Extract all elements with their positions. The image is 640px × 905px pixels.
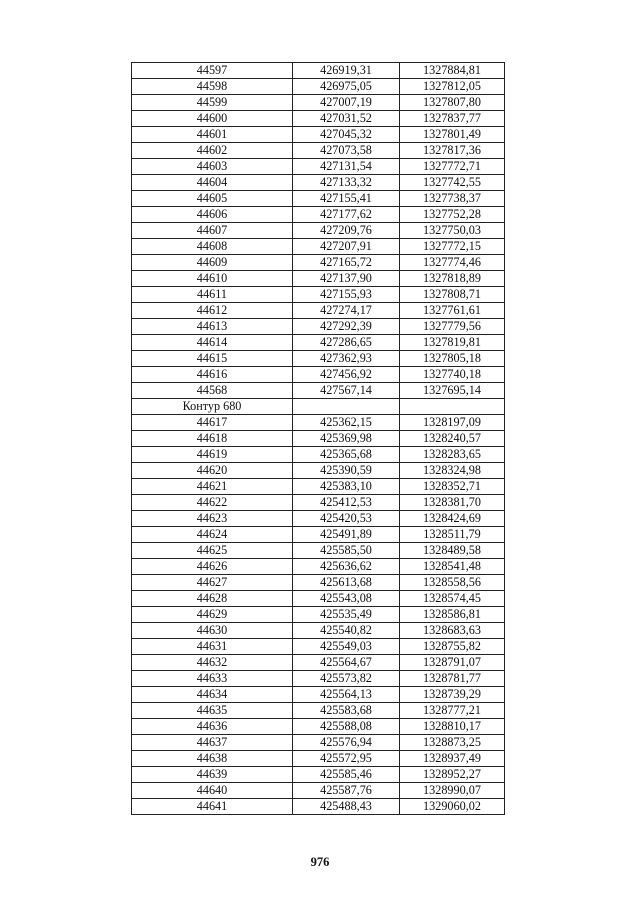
table-row — [132, 111, 505, 127]
table-row — [132, 335, 505, 351]
x-coordinate-cell: 427292,39 — [293, 319, 400, 335]
y-coordinate-cell: 1328424,69 — [400, 511, 505, 527]
y-coordinate-cell: 1327774,46 — [400, 255, 505, 271]
table-row — [132, 95, 505, 111]
y-coordinate-cell: 1328511,79 — [400, 527, 505, 543]
point-number-cell: 44615 — [132, 351, 293, 367]
y-coordinate-cell: 1327695,14 — [400, 383, 505, 399]
x-coordinate-cell: 425572,95 — [293, 751, 400, 767]
table-row — [132, 223, 505, 239]
table-row — [132, 575, 505, 591]
point-number-cell: 44628 — [132, 591, 293, 607]
table-row — [132, 559, 505, 575]
y-coordinate-cell: 1328791,07 — [400, 655, 505, 671]
y-coordinate-cell: 1327772,71 — [400, 159, 505, 175]
point-number-cell: 44609 — [132, 255, 293, 271]
y-coordinate-cell: 1328558,56 — [400, 575, 505, 591]
x-coordinate-cell: 425564,13 — [293, 687, 400, 703]
table-row — [132, 479, 505, 495]
x-coordinate-cell: 425383,10 — [293, 479, 400, 495]
y-coordinate-cell: 1327808,71 — [400, 287, 505, 303]
point-number-cell: 44632 — [132, 655, 293, 671]
y-coordinate-cell: 1328197,09 — [400, 415, 505, 431]
point-number-cell: 44597 — [132, 63, 293, 79]
x-coordinate-cell: 425587,76 — [293, 783, 400, 799]
table-row — [132, 783, 505, 799]
table-row — [132, 351, 505, 367]
table-row — [132, 255, 505, 271]
y-coordinate-cell: 1328283,65 — [400, 447, 505, 463]
y-coordinate-cell: 1327807,80 — [400, 95, 505, 111]
y-coordinate-cell: 1327761,61 — [400, 303, 505, 319]
table-row — [132, 671, 505, 687]
point-number-cell: 44568 — [132, 383, 293, 399]
point-number-cell: 44618 — [132, 431, 293, 447]
x-coordinate-cell: 427155,41 — [293, 191, 400, 207]
x-coordinate-cell: 427155,93 — [293, 287, 400, 303]
y-coordinate-cell: 1328683,63 — [400, 623, 505, 639]
x-coordinate-cell: 425588,08 — [293, 719, 400, 735]
x-coordinate-cell: 427274,17 — [293, 303, 400, 319]
x-coordinate-cell: 426975,05 — [293, 79, 400, 95]
x-coordinate-cell: 425549,03 — [293, 639, 400, 655]
point-number-cell: 44608 — [132, 239, 293, 255]
x-coordinate-cell: 427209,76 — [293, 223, 400, 239]
x-coordinate-cell: 427177,62 — [293, 207, 400, 223]
point-number-cell: 44599 — [132, 95, 293, 111]
y-coordinate-cell: 1328541,48 — [400, 559, 505, 575]
y-coordinate-cell: 1328777,21 — [400, 703, 505, 719]
table-row — [132, 175, 505, 191]
point-number-cell: 44622 — [132, 495, 293, 511]
point-number-cell: 44604 — [132, 175, 293, 191]
point-number-cell: 44607 — [132, 223, 293, 239]
y-coordinate-cell: 1328489,58 — [400, 543, 505, 559]
x-coordinate-cell: 427007,19 — [293, 95, 400, 111]
x-coordinate-cell: 427137,90 — [293, 271, 400, 287]
table-row — [132, 143, 505, 159]
y-coordinate-cell — [400, 399, 505, 415]
table-row — [132, 655, 505, 671]
point-number-cell: 44601 — [132, 127, 293, 143]
y-coordinate-cell: 1327812,05 — [400, 79, 505, 95]
y-coordinate-cell: 1328586,81 — [400, 607, 505, 623]
x-coordinate-cell: 425362,15 — [293, 415, 400, 431]
table-row — [132, 495, 505, 511]
x-coordinate-cell: 425535,49 — [293, 607, 400, 623]
table-row — [132, 79, 505, 95]
table-row — [132, 639, 505, 655]
table-row — [132, 415, 505, 431]
x-coordinate-cell: 427567,14 — [293, 383, 400, 399]
x-coordinate-cell: 425576,94 — [293, 735, 400, 751]
table-row — [132, 287, 505, 303]
point-number-cell: 44638 — [132, 751, 293, 767]
y-coordinate-cell: 1327884,81 — [400, 63, 505, 79]
x-coordinate-cell: 427286,65 — [293, 335, 400, 351]
y-coordinate-cell: 1328324,98 — [400, 463, 505, 479]
point-number-cell: 44626 — [132, 559, 293, 575]
point-number-cell: 44610 — [132, 271, 293, 287]
x-coordinate-cell: 427131,54 — [293, 159, 400, 175]
y-coordinate-cell: 1327740,18 — [400, 367, 505, 383]
x-coordinate-cell: 425390,59 — [293, 463, 400, 479]
table-row — [132, 735, 505, 751]
point-number-cell: 44619 — [132, 447, 293, 463]
y-coordinate-cell: 1327752,28 — [400, 207, 505, 223]
point-number-cell: 44639 — [132, 767, 293, 783]
x-coordinate-cell: 427207,91 — [293, 239, 400, 255]
table-row — [132, 447, 505, 463]
y-coordinate-cell: 1328739,29 — [400, 687, 505, 703]
point-number-cell: 44623 — [132, 511, 293, 527]
x-coordinate-cell: 425583,68 — [293, 703, 400, 719]
x-coordinate-cell: 426919,31 — [293, 63, 400, 79]
x-coordinate-cell: 425585,50 — [293, 543, 400, 559]
point-number-cell: 44614 — [132, 335, 293, 351]
table-row — [132, 527, 505, 543]
x-coordinate-cell: 425365,68 — [293, 447, 400, 463]
y-coordinate-cell: 1327817,36 — [400, 143, 505, 159]
point-number-cell: 44627 — [132, 575, 293, 591]
y-coordinate-cell: 1328240,57 — [400, 431, 505, 447]
point-number-cell: 44640 — [132, 783, 293, 799]
point-number-cell: 44602 — [132, 143, 293, 159]
y-coordinate-cell: 1329060,02 — [400, 799, 505, 815]
y-coordinate-cell: 1328574,45 — [400, 591, 505, 607]
table-row — [132, 191, 505, 207]
point-number-cell: 44598 — [132, 79, 293, 95]
point-number-cell: 44641 — [132, 799, 293, 815]
point-number-cell: 44636 — [132, 719, 293, 735]
table-row — [132, 239, 505, 255]
y-coordinate-cell: 1328873,25 — [400, 735, 505, 751]
point-number-cell: 44612 — [132, 303, 293, 319]
point-number-cell: 44616 — [132, 367, 293, 383]
y-coordinate-cell: 1327805,18 — [400, 351, 505, 367]
y-coordinate-cell: 1327772,15 — [400, 239, 505, 255]
table-row — [132, 463, 505, 479]
y-coordinate-cell: 1327819,81 — [400, 335, 505, 351]
table-row — [132, 543, 505, 559]
point-number-cell: 44634 — [132, 687, 293, 703]
point-number-cell: 44630 — [132, 623, 293, 639]
x-coordinate-cell: 425543,08 — [293, 591, 400, 607]
y-coordinate-cell: 1327742,55 — [400, 175, 505, 191]
coordinates-table — [131, 62, 505, 815]
table-row — [132, 399, 505, 415]
point-number-cell: 44624 — [132, 527, 293, 543]
table-row — [132, 591, 505, 607]
point-number-cell: 44617 — [132, 415, 293, 431]
table-row — [132, 767, 505, 783]
y-coordinate-cell: 1328755,82 — [400, 639, 505, 655]
y-coordinate-cell: 1328990,07 — [400, 783, 505, 799]
x-coordinate-cell: 425613,68 — [293, 575, 400, 591]
y-coordinate-cell: 1328810,17 — [400, 719, 505, 735]
y-coordinate-cell: 1327818,89 — [400, 271, 505, 287]
x-coordinate-cell: 427456,92 — [293, 367, 400, 383]
y-coordinate-cell: 1327837,77 — [400, 111, 505, 127]
table-row — [132, 271, 505, 287]
y-coordinate-cell: 1328937,49 — [400, 751, 505, 767]
point-number-cell: 44605 — [132, 191, 293, 207]
x-coordinate-cell: 425420,53 — [293, 511, 400, 527]
x-coordinate-cell: 425540,82 — [293, 623, 400, 639]
point-number-cell: 44611 — [132, 287, 293, 303]
y-coordinate-cell: 1327738,37 — [400, 191, 505, 207]
table-row — [132, 207, 505, 223]
point-number-cell: 44635 — [132, 703, 293, 719]
table-row — [132, 127, 505, 143]
table-row — [132, 703, 505, 719]
table-row — [132, 511, 505, 527]
x-coordinate-cell: 425585,46 — [293, 767, 400, 783]
point-number-cell: Контур 680 — [132, 399, 293, 415]
point-number-cell: 44613 — [132, 319, 293, 335]
x-coordinate-cell: 425412,53 — [293, 495, 400, 511]
table-row — [132, 799, 505, 815]
x-coordinate-cell: 425564,67 — [293, 655, 400, 671]
x-coordinate-cell: 427362,93 — [293, 351, 400, 367]
y-coordinate-cell: 1327750,03 — [400, 223, 505, 239]
table-row — [132, 607, 505, 623]
x-coordinate-cell: 425573,82 — [293, 671, 400, 687]
table-row — [132, 751, 505, 767]
x-coordinate-cell: 427165,72 — [293, 255, 400, 271]
point-number-cell: 44637 — [132, 735, 293, 751]
x-coordinate-cell: 425488,43 — [293, 799, 400, 815]
table-row — [132, 383, 505, 399]
page-number: 976 — [310, 855, 330, 869]
y-coordinate-cell: 1327801,49 — [400, 127, 505, 143]
y-coordinate-cell: 1328352,71 — [400, 479, 505, 495]
x-coordinate-cell: 425491,89 — [293, 527, 400, 543]
coordinates-table-body — [132, 63, 505, 815]
table-row — [132, 319, 505, 335]
table-row — [132, 63, 505, 79]
table-row — [132, 719, 505, 735]
x-coordinate-cell: 427031,52 — [293, 111, 400, 127]
table-row — [132, 431, 505, 447]
y-coordinate-cell: 1328381,70 — [400, 495, 505, 511]
point-number-cell: 44600 — [132, 111, 293, 127]
y-coordinate-cell: 1327779,56 — [400, 319, 505, 335]
table-row — [132, 303, 505, 319]
point-number-cell: 44603 — [132, 159, 293, 175]
table-row — [132, 367, 505, 383]
x-coordinate-cell: 427073,58 — [293, 143, 400, 159]
point-number-cell: 44625 — [132, 543, 293, 559]
point-number-cell: 44621 — [132, 479, 293, 495]
x-coordinate-cell — [293, 399, 400, 415]
x-coordinate-cell: 427133,32 — [293, 175, 400, 191]
y-coordinate-cell: 1328781,77 — [400, 671, 505, 687]
point-number-cell: 44606 — [132, 207, 293, 223]
x-coordinate-cell: 425636,62 — [293, 559, 400, 575]
point-number-cell: 44629 — [132, 607, 293, 623]
y-coordinate-cell: 1328952,27 — [400, 767, 505, 783]
x-coordinate-cell: 425369,98 — [293, 431, 400, 447]
table-row — [132, 687, 505, 703]
table-row — [132, 159, 505, 175]
point-number-cell: 44631 — [132, 639, 293, 655]
point-number-cell: 44620 — [132, 463, 293, 479]
x-coordinate-cell: 427045,32 — [293, 127, 400, 143]
table-row — [132, 623, 505, 639]
point-number-cell: 44633 — [132, 671, 293, 687]
